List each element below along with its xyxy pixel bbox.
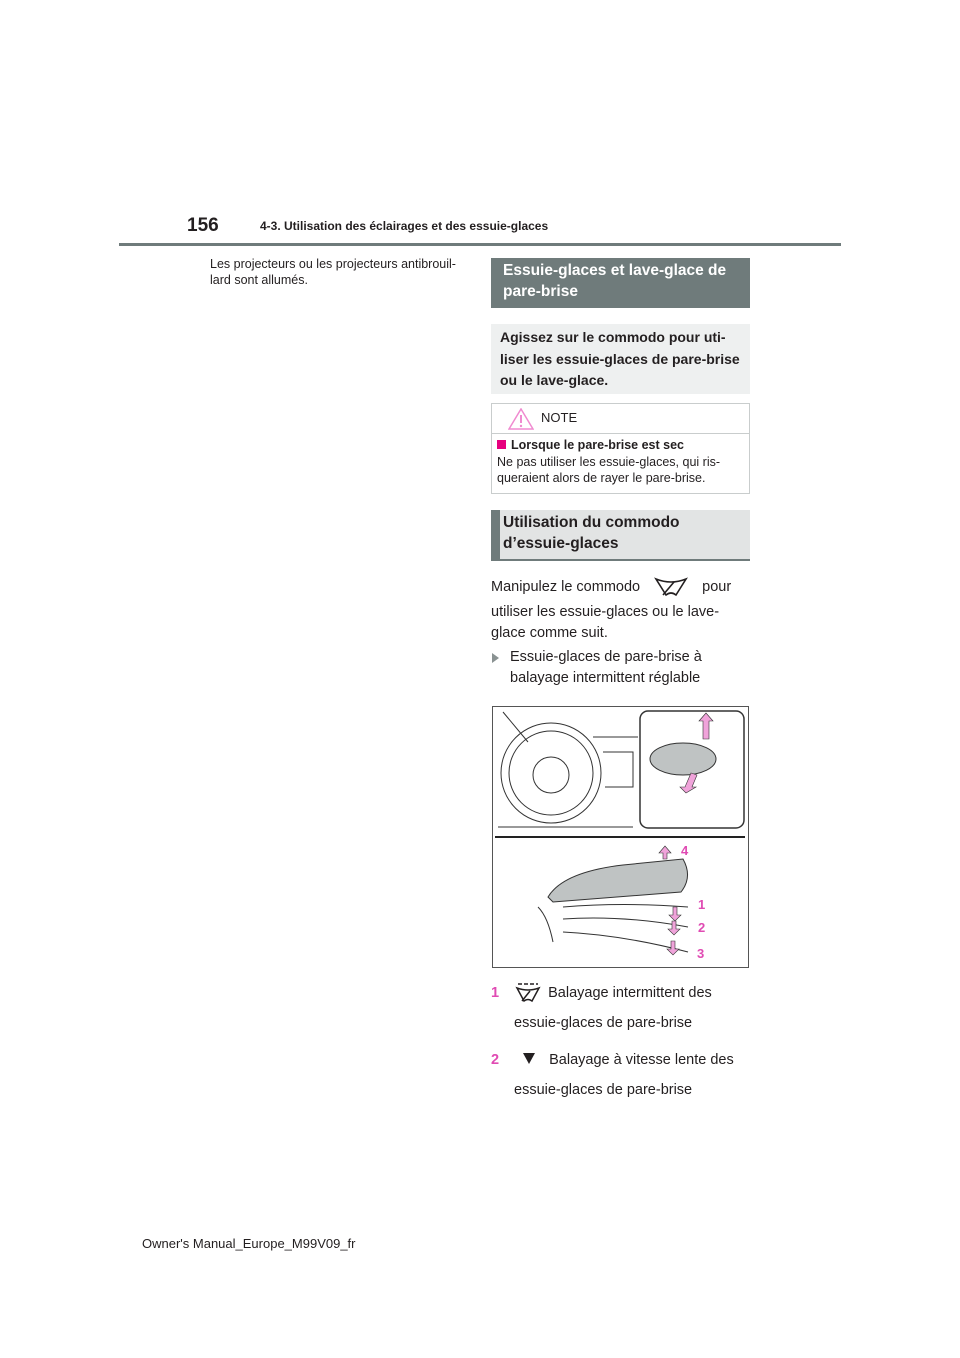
wiper-lever-illustration bbox=[492, 706, 749, 968]
item-text: Balayage à vitesse lente des bbox=[549, 1052, 734, 1068]
item-1 bbox=[491, 983, 712, 1004]
bullet-item bbox=[491, 647, 720, 689]
intro-box: Agissez sur le commodo pour uti-liser les essuie-glaces de pare-brise ou le lave-glace. bbox=[491, 324, 750, 394]
note-title bbox=[497, 438, 749, 452]
heading-wiper-lever: Utilisation du commodo d’essuie-glaces bbox=[491, 510, 750, 561]
note-title-text: Lorsque le pare-brise est sec bbox=[511, 438, 684, 452]
wiper-icon bbox=[654, 576, 688, 598]
bullet-text: Essuie-glaces de pare-brise à balayage intermittent réglable bbox=[510, 649, 702, 686]
page-number: 156 bbox=[187, 215, 219, 236]
item-number: 2 bbox=[491, 1052, 500, 1068]
figure-label-4: 4 bbox=[681, 843, 689, 858]
note-label: NOTE bbox=[541, 410, 578, 425]
bullet-arrow-icon bbox=[492, 653, 499, 663]
paragraph-rest: utiliser les essuie-glaces ou le lave-glace comme suit. bbox=[491, 604, 720, 641]
figure-label-2: 2 bbox=[698, 920, 706, 935]
pink-square-icon bbox=[497, 440, 506, 449]
heading-wipers: Essuie-glaces et lave-glace de pare-brise bbox=[491, 258, 750, 308]
header-rule bbox=[119, 243, 841, 246]
paragraph-text-pour: pour bbox=[702, 578, 732, 595]
figure-label-3: 3 bbox=[697, 946, 705, 961]
note-header bbox=[492, 404, 749, 434]
down-triangle-icon bbox=[523, 1053, 535, 1064]
lever-drawing bbox=[493, 707, 748, 967]
item-1-text2: essuie-glaces de pare-brise bbox=[514, 1015, 693, 1031]
item-text: Balayage intermittent des bbox=[548, 985, 712, 1001]
paragraph-line1 bbox=[491, 576, 731, 598]
warning-triangle-icon bbox=[508, 408, 534, 430]
paragraph-text: Manipulez le commodo bbox=[491, 578, 641, 595]
footer: Owner's Manual_Europe_M99V09_fr bbox=[142, 1236, 356, 1251]
section-title: 4-3. Utilisation des éclairages et des essuie-glaces bbox=[260, 219, 549, 233]
intermittent-wiper-icon bbox=[515, 983, 541, 1003]
note-box bbox=[491, 403, 750, 494]
left-column-text: Les projecteurs ou les projecteurs antibrouil-lard sont allumés. bbox=[210, 257, 456, 287]
item-2 bbox=[491, 1050, 734, 1071]
note-body: Ne pas utiliser les essuie-glaces, qui ris-queraient alors de rayer le pare-brise. bbox=[497, 455, 721, 485]
figure-label-1: 1 bbox=[698, 897, 706, 912]
item-2-text2: essuie-glaces de pare-brise bbox=[514, 1082, 693, 1098]
item-number: 1 bbox=[491, 985, 500, 1001]
